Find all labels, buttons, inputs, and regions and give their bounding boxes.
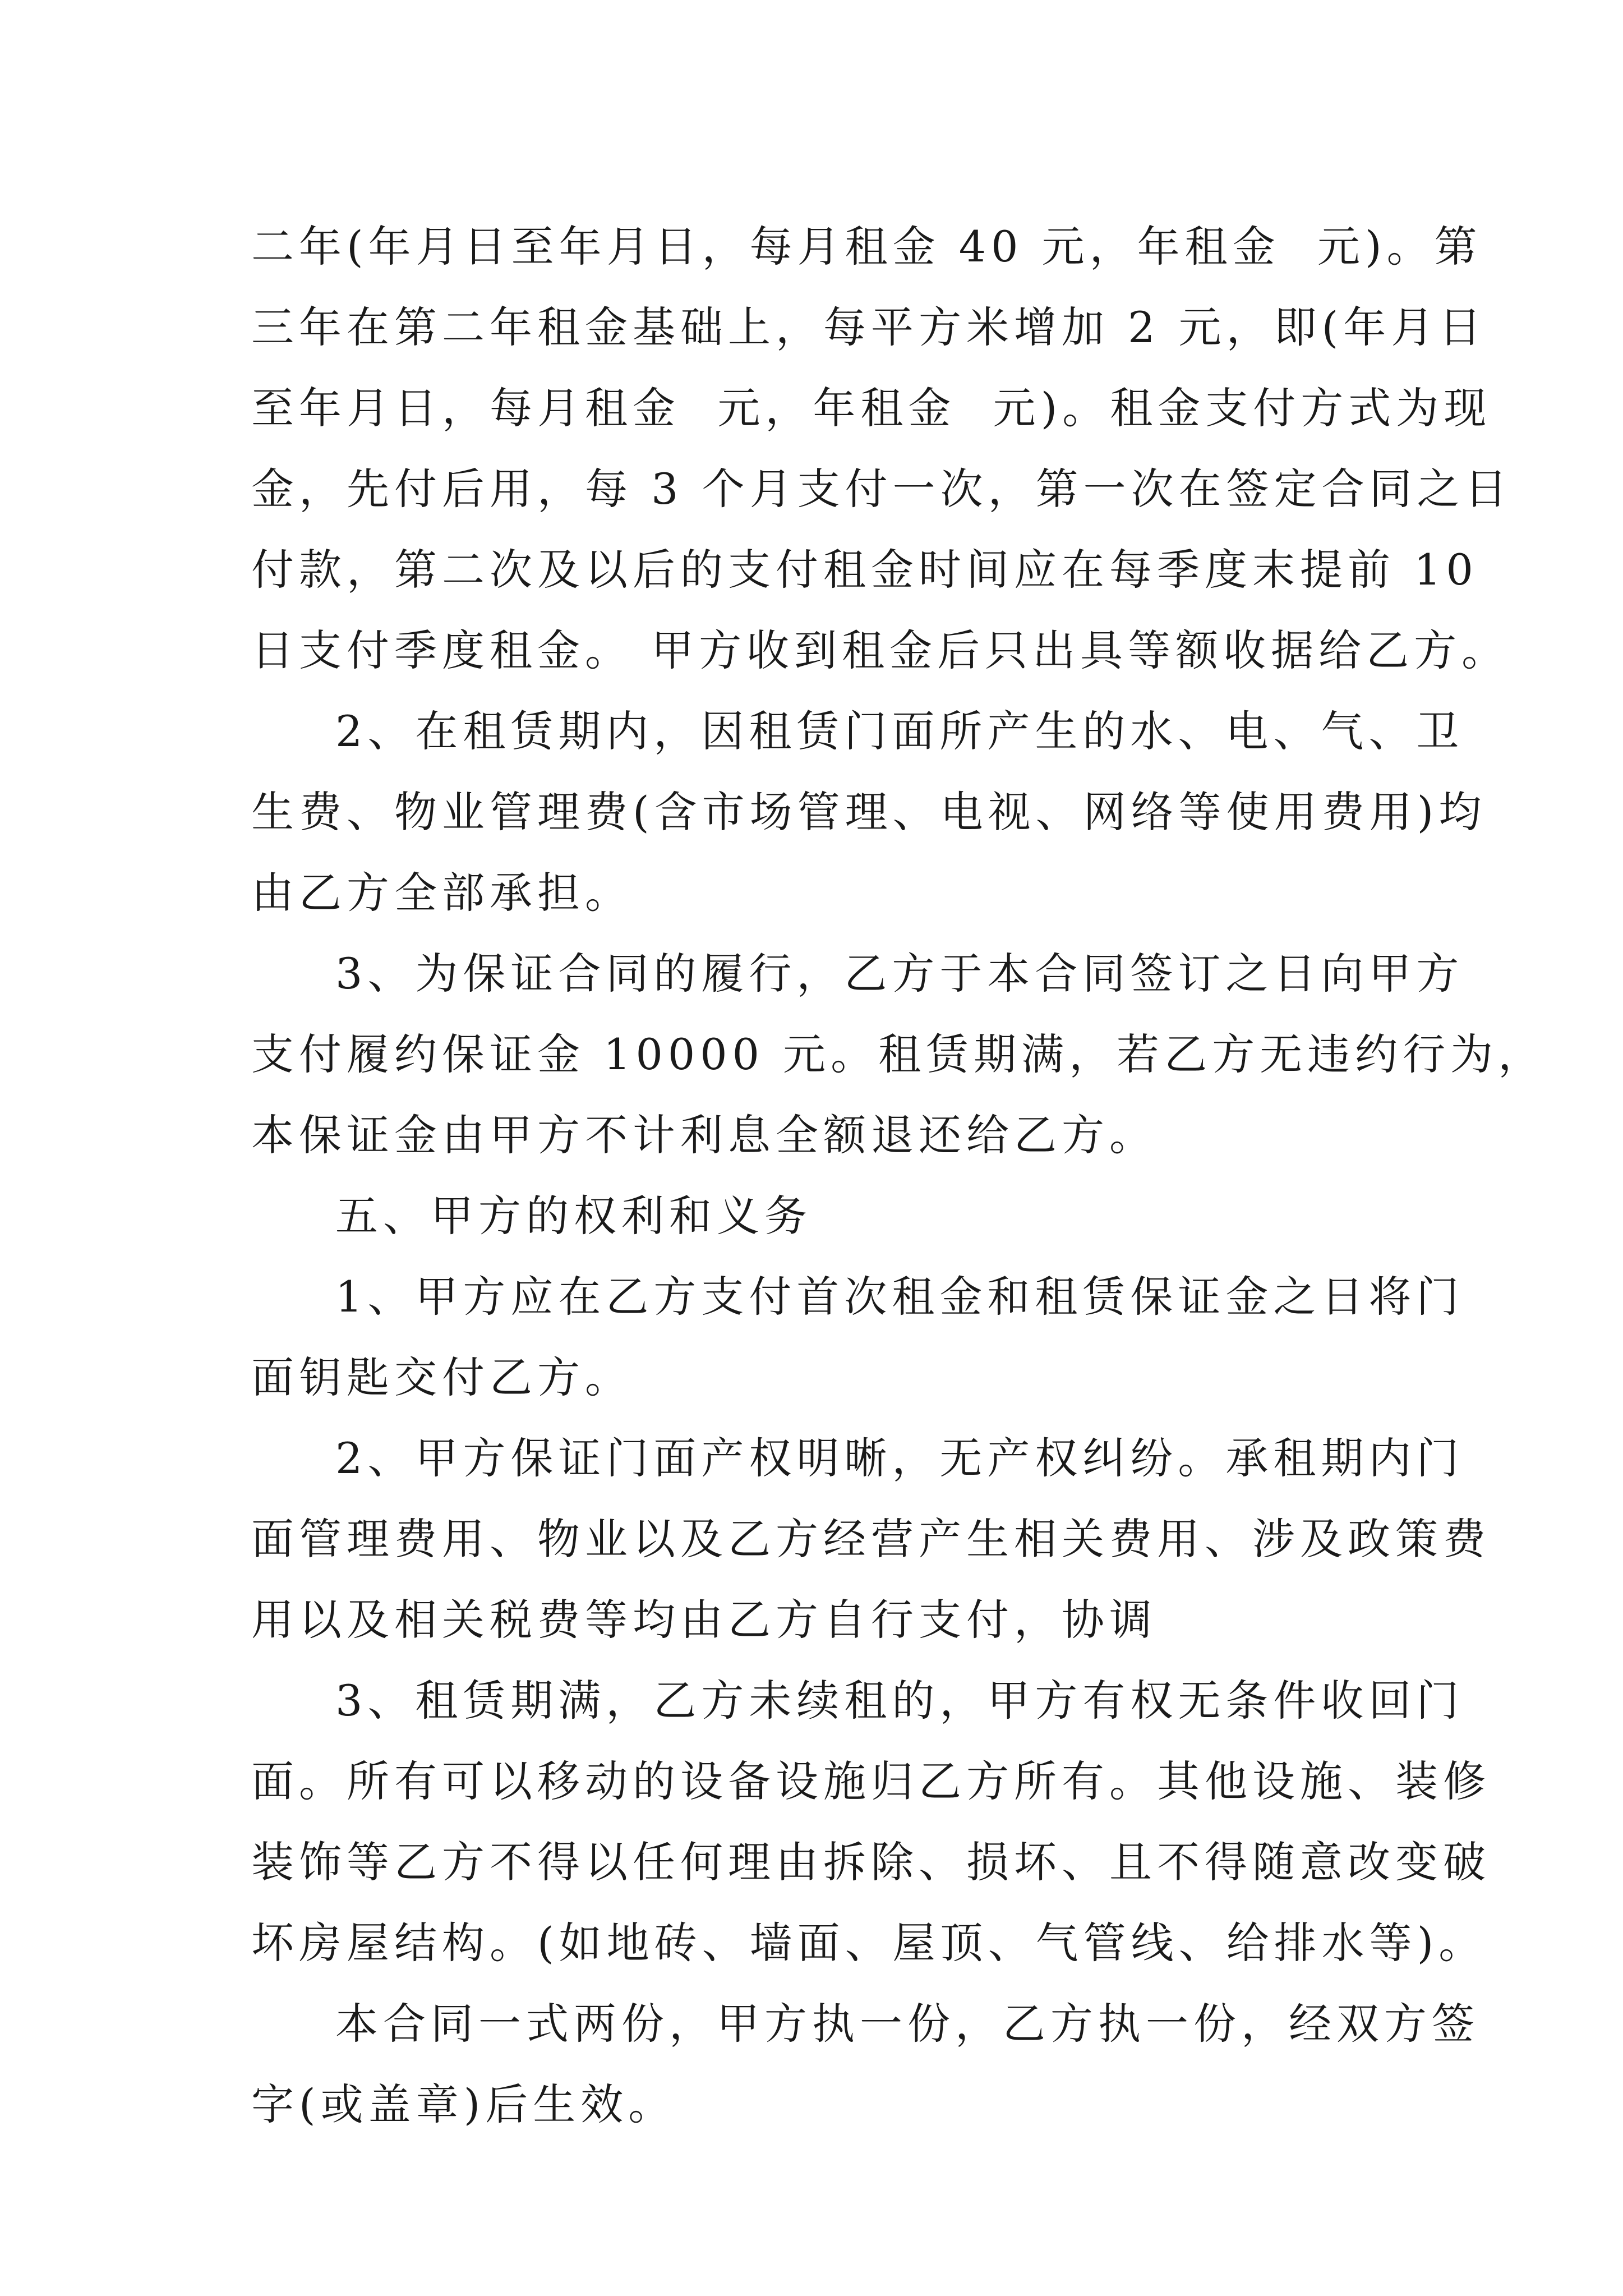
section-heading: 五、甲方的权利和义务 <box>335 1191 812 1241</box>
text-line: 支付履约保证金 10000 元。租赁期满，若乙方无违约行为， <box>251 1029 1546 1079</box>
text-line: 生费、物业管理费(含市场管理、电视、网络等使用费用)均 <box>251 787 1487 837</box>
text-line: 用以及相关税费等均由乙方自行支付，协调 <box>251 1595 1157 1645</box>
text-line: 付款，第二次及以后的支付租金时间应在每季度末提前 10 <box>251 545 1478 595</box>
text-line: 面。所有可以移动的设备设施归乙方所有。其他设施、装修 <box>251 1756 1491 1806</box>
paragraph-start-line: 1、甲方应在乙方支付首次租金和租赁保证金之日将门 <box>335 1272 1464 1322</box>
paragraph-start-line: 本合同一式两份，甲方执一份，乙方执一份，经双方签 <box>335 1999 1479 2049</box>
text-line: 字(或盖章)后生效。 <box>251 2079 676 2129</box>
paragraph-start-line: 3、租赁期满，乙方未续租的，甲方有权无条件收回门 <box>335 1676 1464 1726</box>
paragraph-start-line: 2、在租赁期内，因租赁门面所产生的水、电、气、卫 <box>335 706 1464 756</box>
text-line: 装饰等乙方不得以任何理由拆除、损坏、且不得随意改变破 <box>251 1837 1491 1887</box>
text-line: 三年在第二年租金基础上，每平方米增加 2 元，即(年月日 <box>251 302 1487 352</box>
text-line: 至年月日，每月租金 元，年租金 元)。租金支付方式为现 <box>251 383 1492 433</box>
paragraph-start-line: 3、为保证合同的履行，乙方于本合同签订之日向甲方 <box>335 949 1464 999</box>
text-line: 二年(年月日至年月日，每月租金 40 元，年租金 元)。第 <box>251 222 1482 272</box>
text-line: 面钥匙交付乙方。 <box>251 1352 633 1402</box>
text-line: 坏房屋结构。(如地砖、墙面、屋顶、气管线、给排水等)。 <box>251 1918 1487 1968</box>
text-line: 面管理费用、物业以及乙方经营产生相关费用、涉及政策费 <box>251 1514 1491 1564</box>
text-line: 本保证金由甲方不计利息全额退还给乙方。 <box>251 1110 1157 1160</box>
text-line: 金，先付后用，每 3 个月支付一次，第一次在签定合同之日 <box>251 464 1513 514</box>
text-line: 日支付季度租金。 甲方收到租金后只出具等额收据给乙方。 <box>251 625 1510 675</box>
text-line: 由乙方全部承担。 <box>251 868 633 918</box>
paragraph-start-line: 2、甲方保证门面产权明晰，无产权纠纷。承租期内门 <box>335 1433 1464 1483</box>
